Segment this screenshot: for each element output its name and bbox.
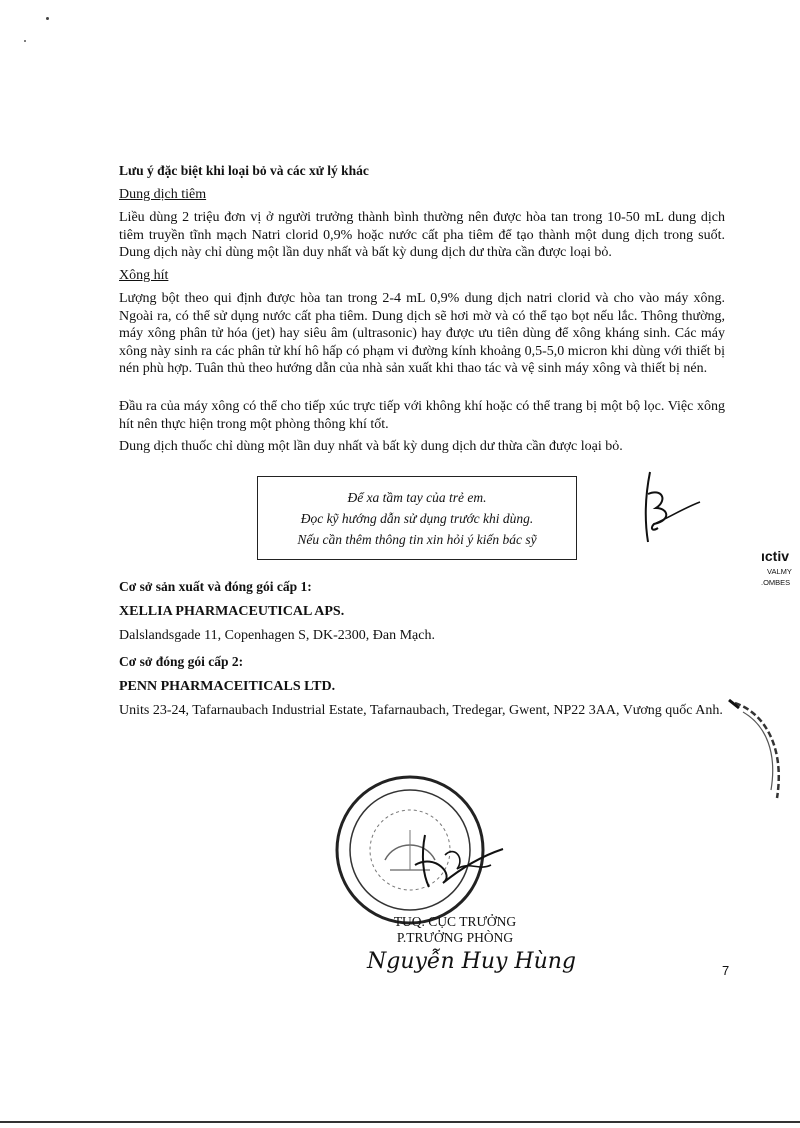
injection-title: Dung dịch tiêm	[119, 187, 207, 202]
warning-line-3: Nếu cần thêm thông tin xin hỏi ý kiến bác sỹ	[297, 531, 537, 547]
inhalation-paragraph-2: Đầu ra của máy xông có thể cho tiếp xúc trực tiếp với không khí hoặc có thể trang bị một bộ lọc. Việc xông hít nên thực hiện trong một phòng thông khí tốt.	[119, 399, 725, 432]
edge-text-2: VALMY	[767, 567, 792, 576]
bottom-scan-line	[0, 1121, 800, 1123]
partial-stamp-edge	[715, 698, 800, 818]
signatory-name: Nguyễn Huy Hùng	[367, 949, 577, 974]
section-heading: Lưu ý đặc biệt khi loại bỏ và các xử lý khác	[119, 163, 369, 178]
warning-line-1: Để xa tầm tay của trẻ em.	[347, 489, 487, 505]
manufacturer-2-name: PENN PHARMACEITICALS LTD.	[119, 679, 336, 694]
scan-speck	[24, 40, 26, 42]
signature-block	[360, 914, 550, 946]
manufacturer-1-name: XELLIA PHARMACEUTICAL APS.	[119, 604, 345, 619]
signature-mark	[395, 825, 515, 895]
inhalation-paragraph-1: Lượng bột theo qui định được hòa tan trong 2-4 mL 0,9% dung dịch natri clorid và cho vào máy xông. Ngoài ra, có thể sử dụng nước cất pha tiêm. Dung dịch sẽ hơi mờ và có thể tạo bọt nếu lắc. Thông thường, máy xông phân tử hóa (jet) hay siêu âm (ultrasonic) hay được ưu tiên dùng để xông kháng sinh. Các máy xông này sinh ra các phân tử khí hô hấp có phạm vi đường kính khoảng 0,5-5,0 micron khi dùng với thiết bị nén phù hợp. Tuân thủ theo hướng dẫn của nhà sản xuất khi thao tác và vệ sinh máy xông và thiết bị nén.	[119, 291, 725, 377]
handwritten-initial	[628, 462, 708, 552]
warning-box	[257, 476, 577, 560]
signature-title-2: P.TRƯỞNG PHÒNG	[396, 930, 514, 945]
scan-speck	[46, 17, 49, 20]
manufacturer-2-label: Cơ sở đóng gói cấp 2:	[119, 654, 244, 669]
warning-line-2: Đọc kỹ hướng dẫn sử dụng trước khi dùng.	[300, 510, 534, 526]
manufacturer-1-address: Dalslandsgade 11, Copenhagen S, DK-2300, Đan Mạch.	[119, 628, 435, 643]
manufacturer-1-label: Cơ sở sản xuất và đóng gói cấp 1:	[119, 579, 312, 594]
edge-text-1: ıctiv	[761, 548, 790, 564]
inhalation-title: Xông hít	[119, 268, 169, 283]
injection-paragraph: Liều dùng 2 triệu đơn vị ở người trưởng thành bình thường nên được hòa tan trong 10-50 mL dung dịch tiêm truyền tĩnh mạch Natri clorid 0,9% hoặc nước cất pha tiêm để tạo thành một dung dịch trong suốt. Dung dịch này chỉ dùng một lần duy nhất và bất kỳ dung dịch dư thừa cần được loại bỏ.	[119, 210, 725, 261]
edge-text-3: .OMBES	[761, 578, 791, 587]
signature-title-1: TUQ. CỤC TRƯỞNG	[393, 914, 517, 929]
inhalation-paragraph-3: Dung dịch thuốc chỉ dùng một lần duy nhất và bất kỳ dung dịch dư thừa cần được loại bỏ.	[119, 439, 623, 454]
page-number: 7	[722, 963, 730, 978]
manufacturer-2-address: Units 23-24, Tafarnaubach Industrial Estate, Tafarnaubach, Tredegar, Gwent, NP22 3AA, Vương quốc Anh.	[119, 703, 723, 718]
stamp-text	[350, 933, 351, 934]
